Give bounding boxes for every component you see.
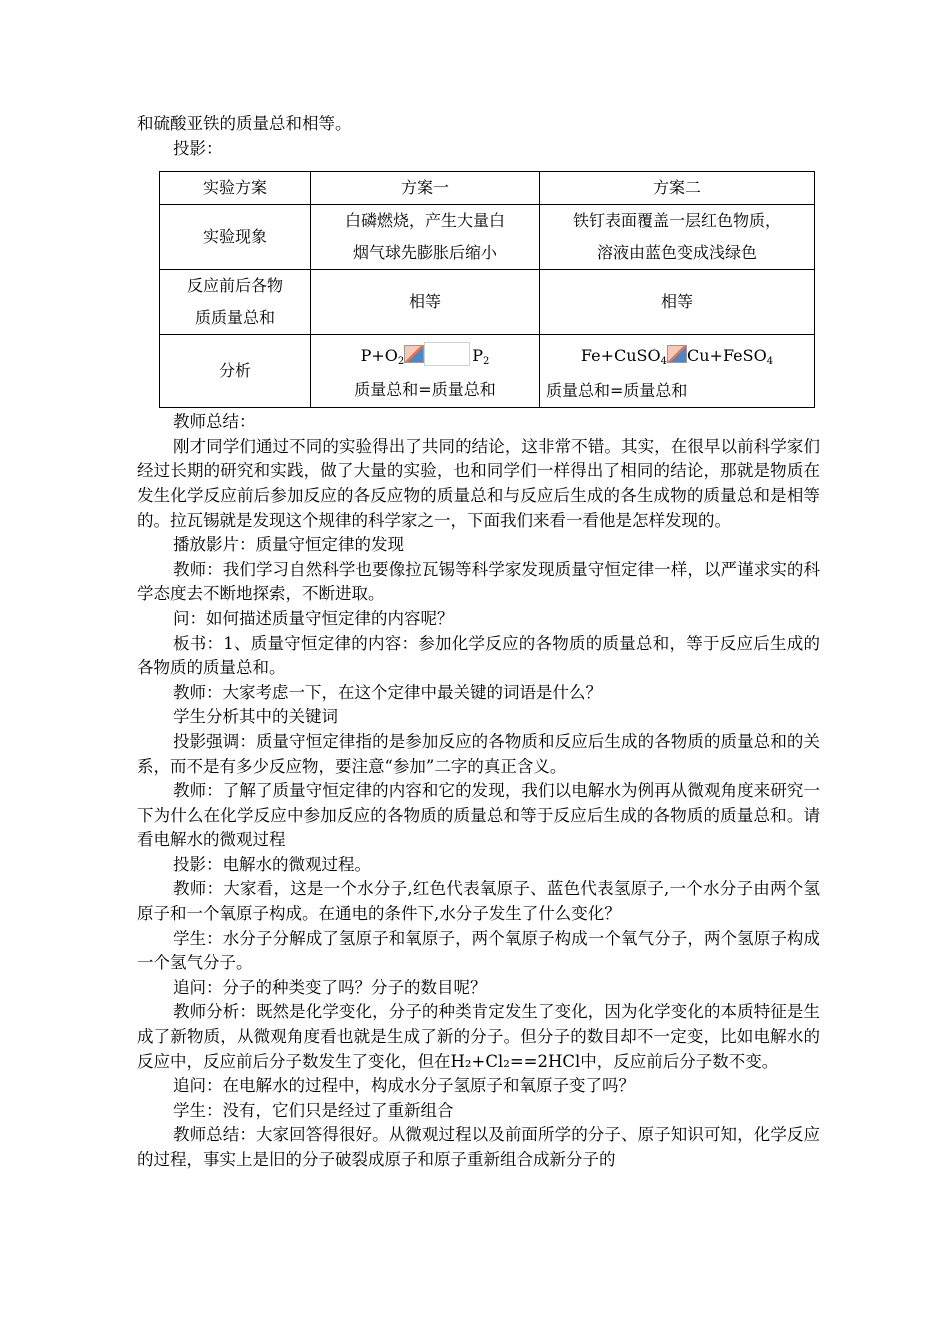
table-header-row — [160, 172, 815, 205]
broken-image-icon — [667, 345, 687, 363]
scheme1-mass-equation: 质量总和=质量总和 — [354, 379, 496, 399]
scheme2-phenomenon — [540, 205, 815, 270]
scheme2-phenomenon-line2: 溶液由蓝色变成浅绿色 — [596, 243, 757, 263]
scheme1-phenomenon-line2: 烟气球先膨胀后缩小 — [352, 243, 497, 263]
table-row-mass — [160, 270, 815, 335]
experiment-table — [159, 171, 815, 408]
paragraph: 投影强调：质量守恒定律指的是参加反应的各物质和反应后生成的各物质的质量总和的关系，而不是有多少反应物，要注意“参加”二字的真正含义。 — [137, 731, 820, 776]
row-label-analysis: 分析 — [160, 335, 311, 408]
scheme2-analysis — [540, 335, 815, 408]
scheme2-phenomenon-line1: 铁钉表面覆盖一层红色物质， — [572, 211, 781, 231]
header-cell-scheme2: 方案二 — [540, 172, 815, 205]
paragraph: 投影：电解水的微观过程。 — [173, 854, 371, 874]
paragraph: 学生：没有，它们只是经过了重新组合 — [173, 1100, 454, 1120]
paragraph: 追问：在电解水的过程中，构成水分子氢原子和氧原子变了吗？ — [173, 1076, 635, 1096]
paragraph: 教师分析：既然是化学变化，分子的种类肯定发生了变化，因为化学变化的本质特征是生成了新物质，从微观角度看也就是生成了新的分子。但分子的数目却不一定变，比如电解水的反应中，反应前后分子数发生了变化，但在H₂+Cl₂==2HCl中，反应前后分子数不变。 — [137, 1002, 820, 1071]
paragraph: 教师：了解了质量守恒定律的内容和它的发现，我们以电解水为例再从微观角度来研究一下为什么在化学反应中参加反应的各物质的质量总和等于反应后生成的各物质的质量总和。请看电解水的微观过程 — [137, 781, 820, 850]
paragraph: 教师：大家考虑一下，在这个定律中最关键的词语是什么？ — [173, 682, 602, 702]
document-page — [137, 112, 820, 1173]
row-label-phenomenon: 实验现象 — [160, 205, 311, 270]
paragraph: 刚才同学们通过不同的实验得出了共同的结论，这非常不错。其实，在很早以前科学家们经过长期的研究和实践，做了大量的实验，也和同学们一样得出了相同的结论，那就是物质在发生化学反应前后参加反应的各反应物的质量总和与反应后生成的各生成物的质量总和是相等的。拉瓦锡就是发现这个规律的科学家之一，下面我们来看一看他是怎样发现的。 — [137, 436, 820, 530]
scheme1-analysis — [311, 335, 540, 408]
row-label-mass-line1: 反应前后各物 — [186, 276, 283, 296]
projection-label: 投影： — [173, 138, 223, 158]
h2-cl2-formula: H₂+Cl₂==2HCl — [450, 1051, 581, 1071]
paragraph: 学生：水分子分解成了氢原子和氧原子，两个氧原子构成一个氧气分子，两个氢原子构成一个氢气分子。 — [137, 928, 820, 973]
table-row-phenomenon — [160, 205, 815, 270]
image-placeholder-box — [424, 342, 470, 366]
header-cell-plan: 实验方案 — [160, 172, 311, 205]
scheme2-mass: 相等 — [540, 270, 815, 335]
row-label-mass-line2: 质质量总和 — [194, 308, 275, 328]
header-cell-scheme1: 方案一 — [311, 172, 540, 205]
intro-line: 和硫酸亚铁的质量总和相等。 — [137, 114, 352, 133]
paragraph: 教师：我们学习自然科学也要像拉瓦锡等科学家发现质量守恒定律一样，以严谨求实的科学态度去不断地探索，不断进取。 — [137, 559, 820, 604]
paragraph: 教师：大家看，这是一个水分子,红色代表氧原子、蓝色代表氢原子,一个水分子由两个氢原子和一个氧原子构成。在通电的条件下,水分子发生了什么变化？ — [137, 879, 820, 924]
scheme1-formula: $P+O_2$ $P_2$ — [317, 338, 533, 375]
paragraph: 教师总结：大家回答得很好。从微观过程以及前面所学的分子、原子知识可知，化学反应的过程，事实上是旧的分子破裂成原子和原子重新组合成新分子的 — [137, 1125, 820, 1169]
paragraph: 学生分析其中的关键词 — [173, 707, 338, 727]
paragraph: 教师总结： — [173, 412, 256, 432]
scheme1-phenomenon-line1: 白磷燃烧，产生大量白 — [344, 211, 505, 231]
row-label-mass — [160, 270, 311, 335]
scheme2-formula: Fe+CuSO$_4$ Cu+FeSO$_4$ — [580, 346, 774, 368]
paragraph: 播放影片：质量守恒定律的发现 — [173, 535, 404, 555]
scheme2-mass-equation: 质量总和=质量总和 — [546, 381, 688, 401]
broken-image-icon — [404, 345, 424, 363]
table-row-analysis — [160, 335, 815, 408]
scheme1-mass: 相等 — [311, 270, 540, 335]
paragraph: 板书：1、质量守恒定律的内容：参加化学反应的各物质的质量总和，等于反应后生成的各物质的质量总和。 — [137, 633, 820, 678]
scheme1-phenomenon — [311, 205, 540, 270]
paragraph: 追问：分子的种类变了吗？分子的数目呢？ — [173, 977, 487, 997]
paragraph: 问：如何描述质量守恒定律的内容呢？ — [173, 608, 454, 628]
